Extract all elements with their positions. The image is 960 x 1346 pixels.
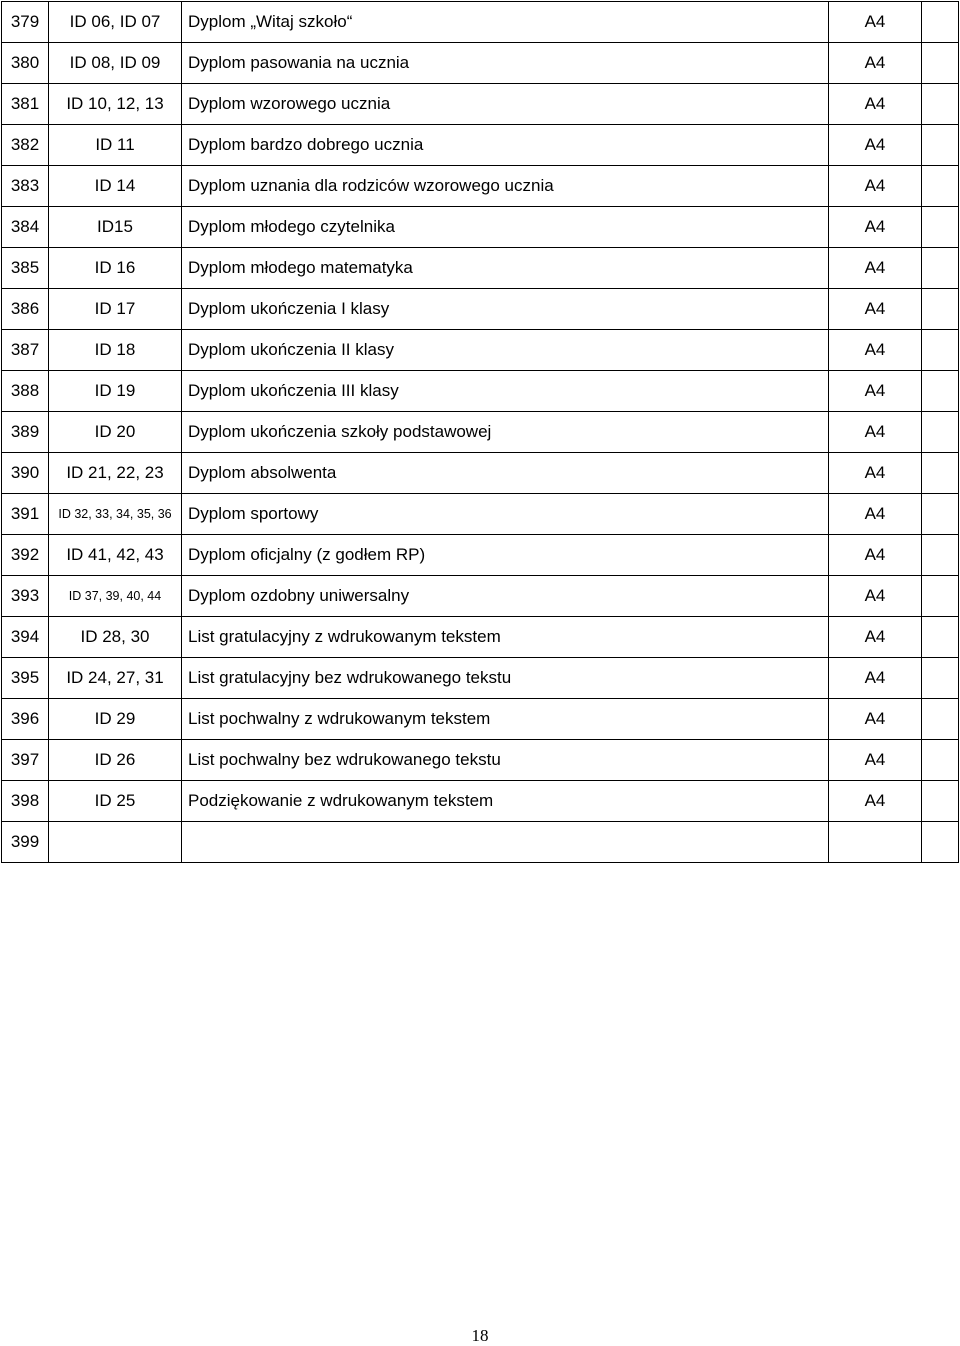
product-name: Dyplom ukończenia szkoły podstawowej — [182, 412, 829, 453]
paper-format: A4 — [829, 2, 922, 43]
product-id: ID 17 — [49, 289, 182, 330]
product-id: ID 19 — [49, 371, 182, 412]
product-id: ID 20 — [49, 412, 182, 453]
product-name: Dyplom wzorowego ucznia — [182, 84, 829, 125]
product-table-body — [2, 2, 959, 863]
table-row — [2, 207, 959, 248]
row-number: 394 — [2, 617, 49, 658]
empty-cell — [922, 740, 959, 781]
row-number: 382 — [2, 125, 49, 166]
paper-format: A4 — [829, 781, 922, 822]
table-row — [2, 43, 959, 84]
table-row — [2, 576, 959, 617]
row-number: 396 — [2, 699, 49, 740]
row-number: 395 — [2, 658, 49, 699]
product-id: ID 29 — [49, 699, 182, 740]
row-number: 386 — [2, 289, 49, 330]
product-name: Dyplom „Witaj szkoło“ — [182, 2, 829, 43]
table-row — [2, 412, 959, 453]
empty-cell — [922, 535, 959, 576]
product-name: Dyplom młodego matematyka — [182, 248, 829, 289]
product-id: ID 37, 39, 40, 44 — [49, 576, 182, 617]
paper-format: A4 — [829, 576, 922, 617]
empty-cell — [922, 371, 959, 412]
paper-format: A4 — [829, 740, 922, 781]
paper-format: A4 — [829, 658, 922, 699]
product-id: ID 26 — [49, 740, 182, 781]
table-row — [2, 166, 959, 207]
paper-format: A4 — [829, 371, 922, 412]
row-number: 381 — [2, 84, 49, 125]
paper-format: A4 — [829, 289, 922, 330]
table-row — [2, 781, 959, 822]
product-name: Dyplom oficjalny (z godłem RP) — [182, 535, 829, 576]
product-id: ID 16 — [49, 248, 182, 289]
row-number: 388 — [2, 371, 49, 412]
row-number: 379 — [2, 2, 49, 43]
table-row — [2, 330, 959, 371]
empty-cell — [922, 248, 959, 289]
row-number: 380 — [2, 43, 49, 84]
paper-format: A4 — [829, 494, 922, 535]
product-name: Dyplom sportowy — [182, 494, 829, 535]
product-id: ID 28, 30 — [49, 617, 182, 658]
product-id: ID 41, 42, 43 — [49, 535, 182, 576]
product-name: List gratulacyjny bez wdrukowanego tekstu — [182, 658, 829, 699]
row-number: 384 — [2, 207, 49, 248]
empty-cell — [922, 617, 959, 658]
paper-format — [829, 822, 922, 863]
empty-cell — [922, 453, 959, 494]
product-name: List gratulacyjny z wdrukowanym tekstem — [182, 617, 829, 658]
paper-format: A4 — [829, 207, 922, 248]
empty-cell — [922, 781, 959, 822]
paper-format: A4 — [829, 330, 922, 371]
row-number: 399 — [2, 822, 49, 863]
row-number: 391 — [2, 494, 49, 535]
table-row — [2, 84, 959, 125]
paper-format: A4 — [829, 166, 922, 207]
table-row — [2, 535, 959, 576]
empty-cell — [922, 494, 959, 535]
row-number: 383 — [2, 166, 49, 207]
product-id: ID15 — [49, 207, 182, 248]
empty-cell — [922, 699, 959, 740]
page-number: 18 — [471, 1326, 489, 1345]
product-id: ID 18 — [49, 330, 182, 371]
product-name — [182, 822, 829, 863]
product-name: Dyplom ukończenia III klasy — [182, 371, 829, 412]
row-number: 390 — [2, 453, 49, 494]
empty-cell — [922, 576, 959, 617]
product-name: Dyplom uznania dla rodziców wzorowego ucznia — [182, 166, 829, 207]
product-name: Dyplom bardzo dobrego ucznia — [182, 125, 829, 166]
product-table — [1, 1, 959, 863]
empty-cell — [922, 822, 959, 863]
product-id: ID 08, ID 09 — [49, 43, 182, 84]
product-id — [49, 822, 182, 863]
table-row — [2, 740, 959, 781]
product-name: Podziękowanie z wdrukowanym tekstem — [182, 781, 829, 822]
table-row — [2, 289, 959, 330]
paper-format: A4 — [829, 699, 922, 740]
table-row — [2, 371, 959, 412]
paper-format: A4 — [829, 84, 922, 125]
empty-cell — [922, 289, 959, 330]
paper-format: A4 — [829, 453, 922, 494]
paper-format: A4 — [829, 412, 922, 453]
row-number: 385 — [2, 248, 49, 289]
product-name: Dyplom pasowania na ucznia — [182, 43, 829, 84]
empty-cell — [922, 658, 959, 699]
product-id: ID 06, ID 07 — [49, 2, 182, 43]
paper-format: A4 — [829, 535, 922, 576]
product-id: ID 10, 12, 13 — [49, 84, 182, 125]
row-number: 387 — [2, 330, 49, 371]
empty-cell — [922, 84, 959, 125]
row-number: 397 — [2, 740, 49, 781]
empty-cell — [922, 412, 959, 453]
table-row — [2, 248, 959, 289]
empty-cell — [922, 166, 959, 207]
product-name: Dyplom ukończenia I klasy — [182, 289, 829, 330]
row-number: 392 — [2, 535, 49, 576]
empty-cell — [922, 43, 959, 84]
row-number: 389 — [2, 412, 49, 453]
empty-cell — [922, 125, 959, 166]
table-row — [2, 822, 959, 863]
product-id: ID 14 — [49, 166, 182, 207]
product-name: Dyplom ukończenia II klasy — [182, 330, 829, 371]
product-id: ID 25 — [49, 781, 182, 822]
paper-format: A4 — [829, 617, 922, 658]
product-id: ID 32, 33, 34, 35, 36 — [49, 494, 182, 535]
product-name: List pochwalny z wdrukowanym tekstem — [182, 699, 829, 740]
empty-cell — [922, 330, 959, 371]
table-row — [2, 125, 959, 166]
table-row — [2, 699, 959, 740]
table-row — [2, 494, 959, 535]
table-row — [2, 453, 959, 494]
product-id: ID 11 — [49, 125, 182, 166]
paper-format: A4 — [829, 125, 922, 166]
product-name: Dyplom ozdobny uniwersalny — [182, 576, 829, 617]
product-name: List pochwalny bez wdrukowanego tekstu — [182, 740, 829, 781]
product-name: Dyplom absolwenta — [182, 453, 829, 494]
row-number: 398 — [2, 781, 49, 822]
product-name: Dyplom młodego czytelnika — [182, 207, 829, 248]
product-id: ID 24, 27, 31 — [49, 658, 182, 699]
empty-cell — [922, 2, 959, 43]
product-id: ID 21, 22, 23 — [49, 453, 182, 494]
table-row — [2, 617, 959, 658]
empty-cell — [922, 207, 959, 248]
row-number: 393 — [2, 576, 49, 617]
paper-format: A4 — [829, 248, 922, 289]
paper-format: A4 — [829, 43, 922, 84]
table-row — [2, 658, 959, 699]
table-row — [2, 2, 959, 43]
